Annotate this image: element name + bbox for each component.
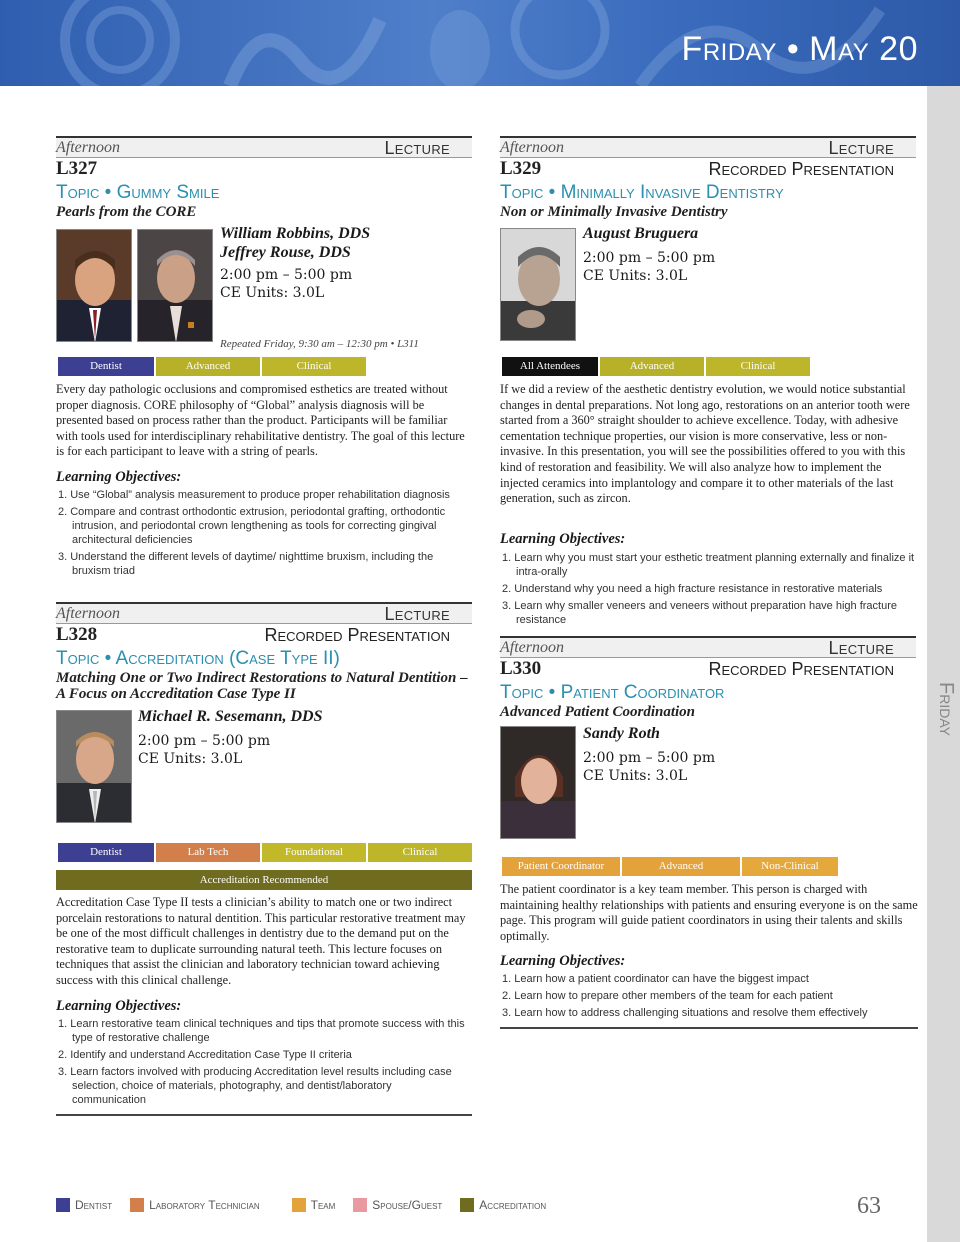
session-topic: Topic • Accreditation (Case Type II) — [56, 648, 340, 669]
session-subtitle: Non or Minimally Invasive Dentistry — [500, 204, 728, 220]
learning-objectives-title: Learning Objectives: — [500, 531, 626, 547]
section-divider — [56, 1114, 472, 1116]
learning-objectives-title: Learning Objectives: — [500, 953, 626, 969]
legend-label: Accreditation — [479, 1198, 547, 1212]
legend-item-lab-tech — [130, 1198, 259, 1212]
section-divider — [500, 1027, 918, 1029]
header-banner — [0, 0, 960, 86]
tag-foundational: Foundational — [262, 843, 366, 862]
legend-item-accreditation — [460, 1198, 546, 1212]
session-code: L330 — [500, 658, 542, 679]
legend-swatch — [130, 1198, 144, 1212]
speaker-photo-sesemann — [56, 710, 132, 823]
learning-objectives-list — [502, 972, 916, 1023]
legend-item-team — [292, 1198, 336, 1212]
speaker-photo-bruguera — [500, 228, 576, 341]
tag-non-clinical: Non-Clinical — [742, 857, 838, 876]
audience-legend — [56, 1198, 564, 1212]
learning-objectives-list — [58, 488, 468, 581]
session-time-block — [583, 749, 715, 785]
session-tags — [58, 843, 472, 862]
session-header — [56, 136, 472, 158]
session-time-block — [220, 266, 352, 302]
tag-advanced: Advanced — [622, 857, 740, 876]
learning-objective: 3. Learn why smaller veneers and veneers without preparation have high fracture resistance — [502, 600, 898, 626]
session-time-block — [583, 249, 715, 285]
session-subtitle: Matching One or Two Indirect Restorations to Natural Dentition – A Focus on Accreditation Case Type II — [56, 670, 468, 702]
session-speakers — [583, 724, 660, 743]
learning-objective: 2. Understand why you need a high fracture resistance in restorative materials — [502, 583, 883, 595]
learning-objective: 2. Identify and understand Accreditation Case Type II criteria — [58, 1049, 352, 1061]
session-ce-units: CE Units: 3.0L — [138, 751, 243, 767]
recorded-presentation-label: Recorded Presentation — [264, 625, 450, 645]
session-time: 2:00 pm – 5:00 pm — [583, 250, 716, 266]
learning-objectives-title: Learning Objectives: — [56, 469, 182, 485]
legend-label: Team — [310, 1198, 336, 1212]
session-time-of-day: Afternoon — [56, 139, 120, 156]
learning-objectives-title: Learning Objectives: — [56, 998, 182, 1014]
side-tab — [927, 86, 960, 1242]
session-subtitle: Advanced Patient Coordination — [500, 704, 696, 720]
legend-item-dentist — [56, 1198, 112, 1212]
learning-objective: 1. Learn restorative team clinical techniques and tips that promote success with this type of restorative challenge — [58, 1018, 465, 1044]
legend-label: Dentist — [75, 1198, 113, 1212]
session-kind: Lecture — [384, 604, 450, 624]
speaker-name: Jeffrey Rouse, DDS — [220, 244, 351, 261]
learning-objective: 3. Learn factors involved with producing Accreditation level results including case selection, choice of materials, photography, and dentist/laboratory communication — [58, 1066, 452, 1106]
session-ce-units: CE Units: 3.0L — [220, 285, 325, 301]
session-l330 — [500, 636, 916, 720]
session-header — [500, 636, 916, 658]
session-description: Accreditation Case Type II tests a clinician’s ability to match one or two indirect porcelain restorations to natural dentition. This particular restorative treatment may be one of the most difficult challenges in dentistry due to the demand put on the restorative team to duplicate surrounding natural teeth. This lecture focuses on techniques that assist the clinician and laboratory technician toward achieving success with this clinical challenge. — [56, 895, 466, 987]
recorded-presentation-label: Recorded Presentation — [708, 159, 894, 179]
session-l327 — [56, 136, 472, 220]
session-time-block — [138, 732, 270, 768]
session-tags — [58, 357, 366, 376]
session-time-of-day: Afternoon — [56, 605, 120, 622]
session-topic: Topic • Gummy Smile — [56, 182, 220, 203]
learning-objective: 3. Learn how to address challenging situations and resolve them effectively — [502, 1007, 868, 1019]
session-tags — [502, 357, 810, 376]
legend-item-spouse — [353, 1198, 442, 1212]
session-kind: Lecture — [828, 138, 894, 158]
session-l329 — [500, 136, 916, 220]
session-speakers — [583, 224, 698, 243]
accreditation-recommended-bar: Accreditation Recommended — [56, 870, 472, 890]
speaker-photo-roth — [500, 726, 576, 839]
session-code: L328 — [56, 624, 98, 645]
legend-swatch — [460, 1198, 474, 1212]
session-kind: Lecture — [384, 138, 450, 158]
tag-dentist: Dentist — [58, 843, 154, 862]
learning-objective: 2. Learn how to prepare other members of the team for each patient — [502, 990, 833, 1002]
speaker-name: William Robbins, DDS — [220, 225, 371, 242]
speaker-name: Sandy Roth — [583, 725, 660, 742]
page-number: 63 — [857, 1193, 881, 1219]
session-repeat-note: Repeated Friday, 9:30 am – 12:30 pm • L311 — [220, 338, 419, 350]
session-description: Every day pathologic occlusions and compromised esthetics are treated without proper diagnosis. CORE philosophy of “Global” analysis diagnosis will be presented based on process rather than the product. Participants will be familiar with tools used for interdisciplinary rehabilitative dentistry. The goal of this lecture is for each participant to leave with a string of pearls. — [56, 382, 465, 459]
tag-advanced: Advanced — [156, 357, 260, 376]
learning-objective: 1. Learn how a patient coordinator can have the biggest impact — [502, 973, 809, 985]
tag-all-attendees: All Attendees — [502, 357, 598, 376]
session-ce-units: CE Units: 3.0L — [583, 768, 688, 784]
legend-swatch — [353, 1198, 367, 1212]
session-description: The patient coordinator is a key team member. This person is charged with maintaining healthy relationships with patients and ensuring everyone is on the same page. This program will guide patient coordinators in using their talents and skills optimally. — [500, 882, 918, 943]
legend-label: Laboratory Technician — [149, 1198, 260, 1212]
session-code-row — [500, 658, 916, 680]
page-header-title: Friday • May 20 — [681, 30, 918, 68]
session-header — [56, 602, 472, 624]
session-l328 — [56, 602, 472, 702]
session-time-of-day: Afternoon — [500, 139, 564, 156]
learning-objective: 1. Learn why you must start your esthetic treatment planning externally and finalize it intra-orally — [502, 552, 915, 578]
session-time: 2:00 pm – 5:00 pm — [583, 750, 716, 766]
session-time-of-day: Afternoon — [500, 639, 564, 656]
session-subtitle: Pearls from the CORE — [56, 204, 197, 220]
session-speakers — [220, 224, 370, 262]
tag-patient-coordinator: Patient Coordinator — [502, 857, 620, 876]
session-code: L327 — [56, 158, 98, 179]
session-kind: Lecture — [828, 638, 894, 658]
tag-clinical: Clinical — [706, 357, 810, 376]
learning-objective: 1. Use “Global” analysis measurement to produce proper rehabilitation diagnosis — [58, 489, 450, 501]
speaker-photo-robbins — [56, 229, 132, 342]
side-tab-label: Friday — [935, 682, 957, 736]
session-topic: Topic • Minimally Invasive Dentistry — [500, 182, 784, 203]
session-speakers — [138, 707, 322, 726]
learning-objectives-list — [58, 1017, 468, 1110]
session-time: 2:00 pm – 5:00 pm — [138, 733, 271, 749]
session-code: L329 — [500, 158, 542, 179]
tag-dentist: Dentist — [58, 357, 154, 376]
session-time: 2:00 pm – 5:00 pm — [220, 267, 353, 283]
session-topic: Topic • Patient Coordinator — [500, 682, 725, 703]
tag-lab-tech: Lab Tech — [156, 843, 260, 862]
speaker-name: Michael R. Sesemann, DDS — [138, 708, 323, 725]
session-code-row — [56, 624, 472, 646]
session-description: If we did a review of the aesthetic dentistry evolution, we would notice substantial changes in dental preparations. Not long ago, restorations on an anterior tooth were started from a 360° straight shoulder to achieve excellence. Today, with adhesive cementation technique properties, our vision is more conservative, less or non-invasive. In this presentation, you will see the possibilities offered to you with this kind of restoration and feasibility. We will also analyze how to implement the injected ceramics into implantology and compare it to other materials of the last generation, such as zircon. — [500, 382, 910, 506]
legend-swatch — [56, 1198, 70, 1212]
learning-objectives-list — [502, 551, 916, 630]
learning-objective: 2. Compare and contrast orthodontic extrusion, periodontal grafting, orthodontic intrusion, and periodontal crown lengthening as tools for correcting gingival architectural deficiencies — [58, 506, 446, 546]
session-ce-units: CE Units: 3.0L — [583, 268, 688, 284]
session-header — [500, 136, 916, 158]
session-tags — [502, 857, 838, 876]
recorded-presentation-label: Recorded Presentation — [708, 659, 894, 679]
speaker-name: August Bruguera — [583, 225, 699, 242]
session-code-row — [500, 158, 916, 180]
legend-swatch — [292, 1198, 306, 1212]
tag-advanced: Advanced — [600, 357, 704, 376]
learning-objective: 3. Understand the different levels of daytime/ nighttime bruxism, including the bruxism triad — [58, 551, 434, 577]
legend-label: Spouse/Guest — [372, 1198, 443, 1212]
tag-clinical: Clinical — [368, 843, 472, 862]
tag-clinical: Clinical — [262, 357, 366, 376]
speaker-photo-rouse — [137, 229, 213, 342]
